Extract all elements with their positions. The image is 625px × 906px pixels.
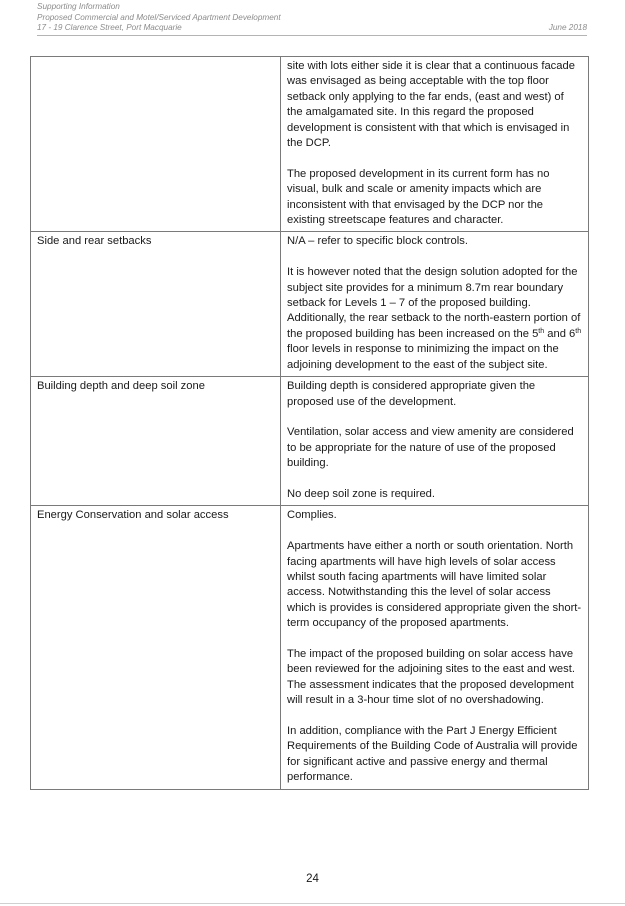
control-cell [31, 506, 281, 789]
comment-paragraph: The proposed development in its current form has no visual, bulk and scale or amenity impacts which are inconsistent with that envisaged by the DCP nor the existing streetscape features and character. [287, 167, 550, 227]
comment-text: and 6 [544, 327, 576, 340]
control-label: Side and rear setbacks [37, 235, 152, 248]
comment-text: It is however noted that the design solution adopted for the subject site provides for a minimum 8.7m rear boundary setback for Levels 1 – 7 of the proposed building. Additionally, the rear setback to the north-eastern portion of the proposed building has been increased on the 5 [287, 266, 581, 340]
table-row-building-depth [31, 377, 589, 506]
comment-paragraph: Building depth is considered appropriate given the proposed use of the development. [287, 380, 536, 408]
comment-cell [281, 506, 589, 789]
header-date: June 2018 [548, 23, 587, 33]
ordinal-suffix: th [538, 327, 545, 335]
comment-paragraph: No deep soil zone is required. [287, 487, 436, 500]
comment-paragraph: The impact of the proposed building on solar access have been reviewed for the adjoining sites to the east and west. The assessment indicates that the proposed development will result in a 3-hour time slot of no overshadowing. [287, 647, 575, 707]
table-row-continued [31, 57, 589, 232]
comment-paragraph: site with lots either side it is clear that a continuous facade was envisaged as being acceptable with the top floor setback only applying to the far ends, (east and west) of the amalgamated site. In this regard the proposed development is consistent with that which is envisaged in the DCP. [287, 60, 575, 150]
table-row-side-rear-setbacks [31, 232, 589, 377]
page-header [37, 2, 587, 34]
comment-cell [281, 57, 589, 232]
table-row-energy-conservation [31, 506, 589, 789]
control-cell [31, 377, 281, 506]
page-bottom-edge [0, 903, 625, 904]
comment-cell [281, 232, 589, 377]
comment-paragraph: In addition, compliance with the Part J Energy Efficient Requirements of the Building Code of Australia will provide for significant active and passive energy and thermal performance. [287, 724, 578, 784]
header-project-title: Proposed Commercial and Motel/Serviced Apartment Development [37, 12, 281, 22]
control-label: Energy Conservation and solar access [37, 509, 229, 522]
control-cell [31, 57, 281, 232]
comment-paragraph: Ventilation, solar access and view amenity are considered to be appropriate for the nature of use of the proposed building. [287, 426, 574, 470]
comment-text: floor levels in response to minimizing the impact on the adjoining development to the east of the subject site. [287, 343, 559, 371]
control-cell [31, 232, 281, 377]
control-label: Building depth and deep soil zone [37, 380, 205, 393]
dcp-compliance-table [30, 56, 589, 790]
comment-paragraph: Apartments have either a north or south orientation. North facing apartments will have high levels of solar access whilst south facing apartments will have limited solar access. Notwithstanding this the level of solar access which is provides is considered appropriate given the short-term occupancy of the proposed apartments. [287, 540, 582, 630]
comment-cell [281, 377, 589, 506]
page-number: 24 [306, 873, 319, 885]
header-site-address: 17 - 19 Clarence Street, Port Macquarie [37, 23, 182, 33]
ordinal-suffix: th [575, 327, 582, 335]
comment-paragraph: N/A – refer to specific block controls. [287, 235, 468, 248]
comment-paragraph: Complies. [287, 509, 337, 522]
header-document-type: Supporting Information [37, 2, 120, 11]
comment-paragraph [287, 265, 582, 373]
header-divider [37, 35, 587, 36]
